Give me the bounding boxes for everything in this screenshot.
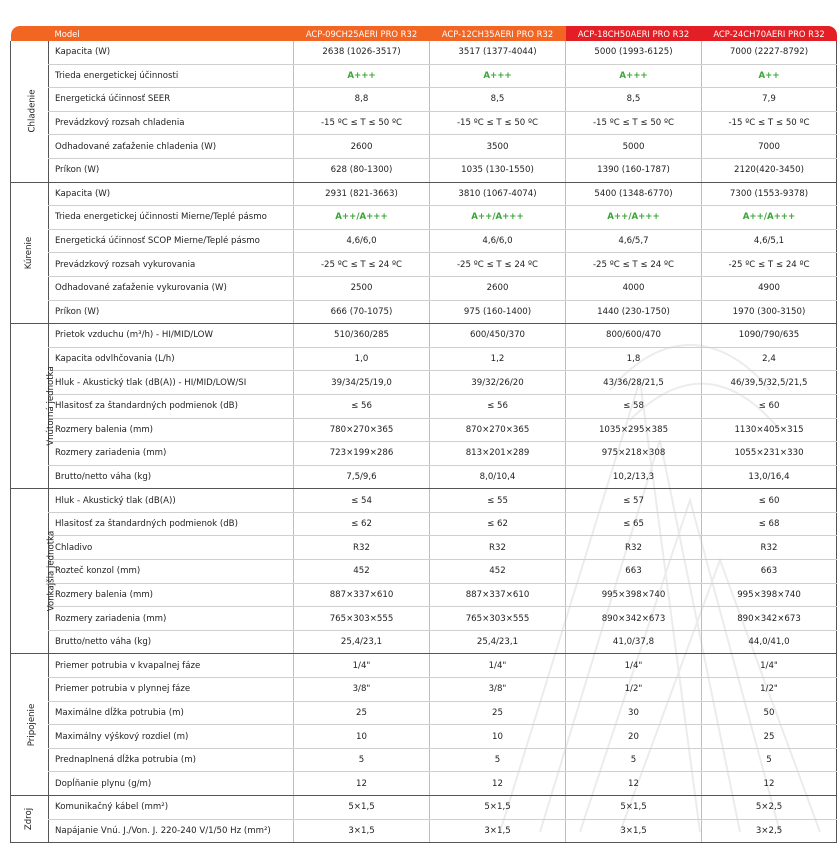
header-row — [11, 26, 837, 41]
table-row — [11, 324, 837, 348]
cell-value: ≤ 54 — [294, 489, 430, 513]
cell-value: 5×1,5 — [294, 796, 430, 820]
cell-value: 1130×405×315 — [702, 418, 837, 442]
cell-value: 452 — [294, 560, 430, 584]
row-label: Rozmery balenia (mm) — [49, 583, 294, 607]
cell-value: 12 — [702, 772, 837, 796]
row-label: Rozmery zariadenia (mm) — [49, 442, 294, 466]
row-label: Prietok vzduchu (m³/h) - HI/MID/LOW — [49, 324, 294, 348]
cell-value: ≤ 60 — [702, 489, 837, 513]
table-row — [11, 536, 837, 560]
cell-value: 5 — [294, 748, 430, 772]
table-row — [11, 394, 837, 418]
row-label: Príkon (W) — [49, 158, 294, 182]
cell-value: R32 — [566, 536, 702, 560]
cell-value: 600/450/370 — [430, 324, 566, 348]
section-label-cell — [11, 796, 49, 843]
section-label: Chladenie — [27, 89, 38, 133]
cell-value: 452 — [430, 560, 566, 584]
table-row — [11, 158, 837, 182]
row-label: Priemer potrubia v kvapalnej fáze — [49, 654, 294, 678]
cell-value: 1390 (160-1787) — [566, 158, 702, 182]
cell-value: 4000 — [566, 276, 702, 300]
row-label: Príkon (W) — [49, 300, 294, 324]
row-label: Maximálne dĺžka potrubia (m) — [49, 701, 294, 725]
cell-value: 663 — [566, 560, 702, 584]
cell-value: 20 — [566, 725, 702, 749]
cell-value: 39/32/26/20 — [430, 371, 566, 395]
header-model-3: ACP-18CH50AERI PRO R32 — [566, 26, 702, 41]
cell-value: 1/4" — [430, 654, 566, 678]
row-label: Priemer potrubia v plynnej fáze — [49, 678, 294, 702]
cell-value: 5000 (1993-6125) — [566, 41, 702, 64]
cell-value: 870×270×365 — [430, 418, 566, 442]
header-model-4: ACP-24CH70AERI PRO R32 — [702, 26, 837, 41]
header-model-label: Model — [49, 26, 294, 41]
cell-value: 7300 (1553-9378) — [702, 182, 837, 206]
row-label: Brutto/netto váha (kg) — [49, 630, 294, 654]
table-row — [11, 88, 837, 112]
cell-value: ≤ 62 — [430, 512, 566, 536]
table-row — [11, 796, 837, 820]
cell-value: R32 — [430, 536, 566, 560]
cell-value: 890×342×673 — [702, 607, 837, 631]
cell-value: -15 ºC ≤ T ≤ 50 ºC — [294, 111, 430, 135]
cell-value: A+++ — [566, 64, 702, 88]
table-row — [11, 442, 837, 466]
cell-value: 3517 (1377-4044) — [430, 41, 566, 64]
row-label: Maximálny výškový rozdiel (m) — [49, 725, 294, 749]
section-label: Vonkajšia jednotka — [46, 531, 57, 612]
row-label: Kapacita (W) — [49, 182, 294, 206]
table-row — [11, 678, 837, 702]
spec-table — [10, 26, 837, 843]
row-label: Rozteč konzol (mm) — [49, 560, 294, 584]
table-row — [11, 725, 837, 749]
table-row — [11, 347, 837, 371]
cell-value: 510/360/285 — [294, 324, 430, 348]
cell-value: A++/A+++ — [566, 206, 702, 230]
cell-value: -25 ºC ≤ T ≤ 24 ºC — [430, 253, 566, 277]
cell-value: A++/A+++ — [294, 206, 430, 230]
cell-value: 2931 (821-3663) — [294, 182, 430, 206]
cell-value: 3/8" — [430, 678, 566, 702]
table-row — [11, 701, 837, 725]
row-label: Odhadované zaťaženie vykurovania (W) — [49, 276, 294, 300]
cell-value: 887×337×610 — [430, 583, 566, 607]
cell-value: 2600 — [294, 135, 430, 159]
cell-value: 8,8 — [294, 88, 430, 112]
cell-value: -15 ºC ≤ T ≤ 50 ºC — [702, 111, 837, 135]
table-row — [11, 300, 837, 324]
header-model-2: ACP-12CH35AERI PRO R32 — [430, 26, 566, 41]
cell-value: R32 — [294, 536, 430, 560]
cell-value: 43/36/28/21,5 — [566, 371, 702, 395]
row-label: Trieda energetickej účinnosti — [49, 64, 294, 88]
cell-value: 8,5 — [430, 88, 566, 112]
cell-value: 8,5 — [566, 88, 702, 112]
cell-value: 8,0/10,4 — [430, 465, 566, 489]
cell-value: ≤ 62 — [294, 512, 430, 536]
cell-value: R32 — [702, 536, 837, 560]
cell-value: 12 — [566, 772, 702, 796]
cell-value: 5×2,5 — [702, 796, 837, 820]
cell-value: 1,8 — [566, 347, 702, 371]
header-model-1: ACP-09CH25AERI PRO R32 — [294, 26, 430, 41]
cell-value: 995×398×740 — [702, 583, 837, 607]
cell-value: -25 ºC ≤ T ≤ 24 ºC — [702, 253, 837, 277]
table-row — [11, 607, 837, 631]
cell-value: 800/600/470 — [566, 324, 702, 348]
cell-value: 1/2" — [702, 678, 837, 702]
cell-value: 3×1,5 — [566, 819, 702, 843]
table-row — [11, 512, 837, 536]
row-label: Hluk - Akustický tlak (dB(A)) - HI/MID/LOW/SI — [49, 371, 294, 395]
section-label: Kúrenie — [24, 236, 35, 270]
spec-body — [11, 41, 837, 843]
cell-value: 1/4" — [702, 654, 837, 678]
row-label: Brutto/netto váha (kg) — [49, 465, 294, 489]
cell-value: 975 (160-1400) — [430, 300, 566, 324]
cell-value: 975×218×308 — [566, 442, 702, 466]
cell-value: A+++ — [294, 64, 430, 88]
cell-value: ≤ 57 — [566, 489, 702, 513]
cell-value: 1,0 — [294, 347, 430, 371]
row-label: Kapacita odvlhčovania (L/h) — [49, 347, 294, 371]
cell-value: A++ — [702, 64, 837, 88]
cell-value: 4900 — [702, 276, 837, 300]
table-row — [11, 819, 837, 843]
row-label: Energetická účinnosť SEER — [49, 88, 294, 112]
cell-value: 995×398×740 — [566, 583, 702, 607]
cell-value: 1090/790/635 — [702, 324, 837, 348]
row-label: Energetická účinnosť SCOP Mierne/Teplé pásmo — [49, 229, 294, 253]
table-row — [11, 41, 837, 64]
row-label: Prednaplnená dĺžka potrubia (m) — [49, 748, 294, 772]
cell-value: 887×337×610 — [294, 583, 430, 607]
table-row — [11, 111, 837, 135]
cell-value: 1/4" — [566, 654, 702, 678]
cell-value: ≤ 65 — [566, 512, 702, 536]
cell-value: 1440 (230-1750) — [566, 300, 702, 324]
cell-value: A++/A+++ — [430, 206, 566, 230]
row-label: Rozmery zariadenia (mm) — [49, 607, 294, 631]
cell-value: 46/39,5/32,5/21,5 — [702, 371, 837, 395]
table-row — [11, 489, 837, 513]
cell-value: 44,0/41,0 — [702, 630, 837, 654]
cell-value: ≤ 56 — [430, 394, 566, 418]
cell-value: ≤ 56 — [294, 394, 430, 418]
cell-value: 25,4/23,1 — [430, 630, 566, 654]
cell-value: 1035×295×385 — [566, 418, 702, 442]
cell-value: 3500 — [430, 135, 566, 159]
cell-value: 7,9 — [702, 88, 837, 112]
cell-value: 1970 (300-3150) — [702, 300, 837, 324]
cell-value: ≤ 58 — [566, 394, 702, 418]
row-label: Dopĺňanie plynu (g/m) — [49, 772, 294, 796]
cell-value: 10 — [294, 725, 430, 749]
cell-value: 2638 (1026-3517) — [294, 41, 430, 64]
cell-value: 5 — [702, 748, 837, 772]
table-row — [11, 630, 837, 654]
section-label-cell — [11, 654, 49, 796]
cell-value: 12 — [294, 772, 430, 796]
cell-value: 13,0/16,4 — [702, 465, 837, 489]
row-label: Hluk - Akustický tlak (dB(A)) — [49, 489, 294, 513]
cell-value: 41,0/37,8 — [566, 630, 702, 654]
table-row — [11, 583, 837, 607]
cell-value: 5 — [566, 748, 702, 772]
cell-value: 663 — [702, 560, 837, 584]
section-label-cell — [11, 182, 49, 324]
table-row — [11, 135, 837, 159]
cell-value: 4,6/5,1 — [702, 229, 837, 253]
cell-value: 628 (80-1300) — [294, 158, 430, 182]
cell-value: 3×1,5 — [294, 819, 430, 843]
table-row — [11, 772, 837, 796]
row-label: Hlasitosť za štandardných podmienok (dB) — [49, 394, 294, 418]
cell-value: 25,4/23,1 — [294, 630, 430, 654]
table-row — [11, 229, 837, 253]
cell-value: 1,2 — [430, 347, 566, 371]
cell-value: 25 — [702, 725, 837, 749]
cell-value: A+++ — [430, 64, 566, 88]
section-label: Vnútorná jednotka — [45, 366, 56, 446]
table-row — [11, 253, 837, 277]
header-corner — [11, 26, 49, 41]
cell-value: 2500 — [294, 276, 430, 300]
cell-value: 39/34/25/19,0 — [294, 371, 430, 395]
row-label: Rozmery balenia (mm) — [49, 418, 294, 442]
row-label: Hlasitosť za štandardných podmienok (dB) — [49, 512, 294, 536]
table-row — [11, 371, 837, 395]
cell-value: 4,6/6,0 — [294, 229, 430, 253]
cell-value: ≤ 55 — [430, 489, 566, 513]
table-row — [11, 560, 837, 584]
cell-value: 1055×231×330 — [702, 442, 837, 466]
section-label: Pripojenie — [27, 703, 38, 746]
row-label: Odhadované zaťaženie chladenia (W) — [49, 135, 294, 159]
cell-value: 25 — [430, 701, 566, 725]
cell-value: ≤ 60 — [702, 394, 837, 418]
table-row — [11, 182, 837, 206]
cell-value: -25 ºC ≤ T ≤ 24 ºC — [294, 253, 430, 277]
cell-value: 2,4 — [702, 347, 837, 371]
cell-value: 723×199×286 — [294, 442, 430, 466]
row-label: Prevádzkový rozsah vykurovania — [49, 253, 294, 277]
section-label-cell — [11, 41, 49, 182]
cell-value: -25 ºC ≤ T ≤ 24 ºC — [566, 253, 702, 277]
row-label: Chladivo — [49, 536, 294, 560]
cell-value: 813×201×289 — [430, 442, 566, 466]
section-label-cell — [11, 489, 57, 654]
cell-value: ≤ 68 — [702, 512, 837, 536]
section-label: Zdroj — [24, 807, 35, 831]
cell-value: 1035 (130-1550) — [430, 158, 566, 182]
cell-value: 765×303×555 — [294, 607, 430, 631]
cell-value: 5000 — [566, 135, 702, 159]
cell-value: 5×1,5 — [430, 796, 566, 820]
cell-value: 2120(420-3450) — [702, 158, 837, 182]
cell-value: 5400 (1348-6770) — [566, 182, 702, 206]
row-label: Prevádzkový rozsah chladenia — [49, 111, 294, 135]
cell-value: 3810 (1067-4074) — [430, 182, 566, 206]
row-label: Komunikačný kábel (mm²) — [49, 796, 294, 820]
cell-value: 1/2" — [566, 678, 702, 702]
cell-value: 3/8" — [294, 678, 430, 702]
table-row — [11, 206, 837, 230]
cell-value: 666 (70-1075) — [294, 300, 430, 324]
cell-value: 4,6/6,0 — [430, 229, 566, 253]
cell-value: 780×270×365 — [294, 418, 430, 442]
cell-value: 7000 — [702, 135, 837, 159]
row-label: Napájanie Vnú. J./Von. J. 220-240 V/1/50 Hz (mm²) — [49, 819, 294, 843]
table-row — [11, 748, 837, 772]
cell-value: 1/4" — [294, 654, 430, 678]
cell-value: 30 — [566, 701, 702, 725]
table-row — [11, 465, 837, 489]
section-label-cell — [11, 324, 56, 489]
cell-value: 890×342×673 — [566, 607, 702, 631]
cell-value: 5 — [430, 748, 566, 772]
table-row — [11, 654, 837, 678]
cell-value: 10,2/13,3 — [566, 465, 702, 489]
row-label: Kapacita (W) — [49, 41, 294, 64]
cell-value: -15 ºC ≤ T ≤ 50 ºC — [566, 111, 702, 135]
cell-value: 50 — [702, 701, 837, 725]
cell-value: 7000 (2227-8792) — [702, 41, 837, 64]
cell-value: 3×2,5 — [702, 819, 837, 843]
cell-value: 12 — [430, 772, 566, 796]
row-label: Trieda energetickej účinnosti Mierne/Teplé pásmo — [49, 206, 294, 230]
cell-value: 5×1,5 — [566, 796, 702, 820]
cell-value: 2600 — [430, 276, 566, 300]
cell-value: A++/A+++ — [702, 206, 837, 230]
cell-value: 4,6/5,7 — [566, 229, 702, 253]
cell-value: 10 — [430, 725, 566, 749]
cell-value: 25 — [294, 701, 430, 725]
cell-value: -15 ºC ≤ T ≤ 50 ºC — [430, 111, 566, 135]
table-row — [11, 276, 837, 300]
cell-value: 765×303×555 — [430, 607, 566, 631]
cell-value: 7,5/9,6 — [294, 465, 430, 489]
table-row — [11, 64, 837, 88]
cell-value: 3×1,5 — [430, 819, 566, 843]
table-row — [11, 418, 837, 442]
